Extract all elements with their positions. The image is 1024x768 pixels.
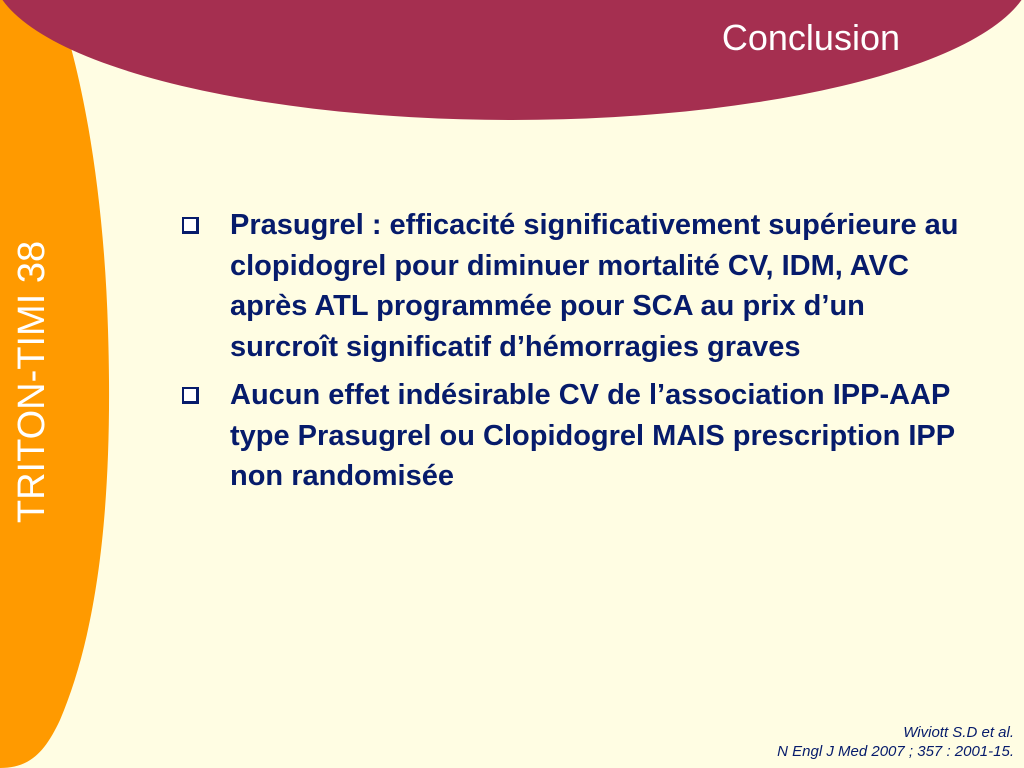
- checkbox-icon: [182, 217, 199, 234]
- slide-title: Conclusion: [721, 17, 900, 58]
- bullet-item: [180, 205, 960, 367]
- bullet-item: [180, 375, 960, 497]
- reference-authors: Wiviott S.D et al.: [903, 724, 1014, 741]
- reference-citation: [684, 723, 1014, 761]
- side-study-label: TRITON-TIMI 38: [11, 240, 53, 524]
- reference-journal: N Engl J Med 2007 ; 357 : 2001-15.: [777, 743, 1014, 760]
- bullet-list: [180, 205, 960, 505]
- bullet-text: Prasugrel : efficacité significativement supérieure au clopidogrel pour diminuer mortalité CV, IDM, AVC après ATL programmée pour SCA au prix d’un surcroît significatif d’hémorragies graves: [230, 209, 959, 363]
- bullet-text: Aucun effet indésirable CV de l’association IPP-AAP type Prasugrel ou Clopidogrel MAIS prescription IPP non randomisée: [230, 379, 955, 492]
- checkbox-icon: [182, 387, 199, 404]
